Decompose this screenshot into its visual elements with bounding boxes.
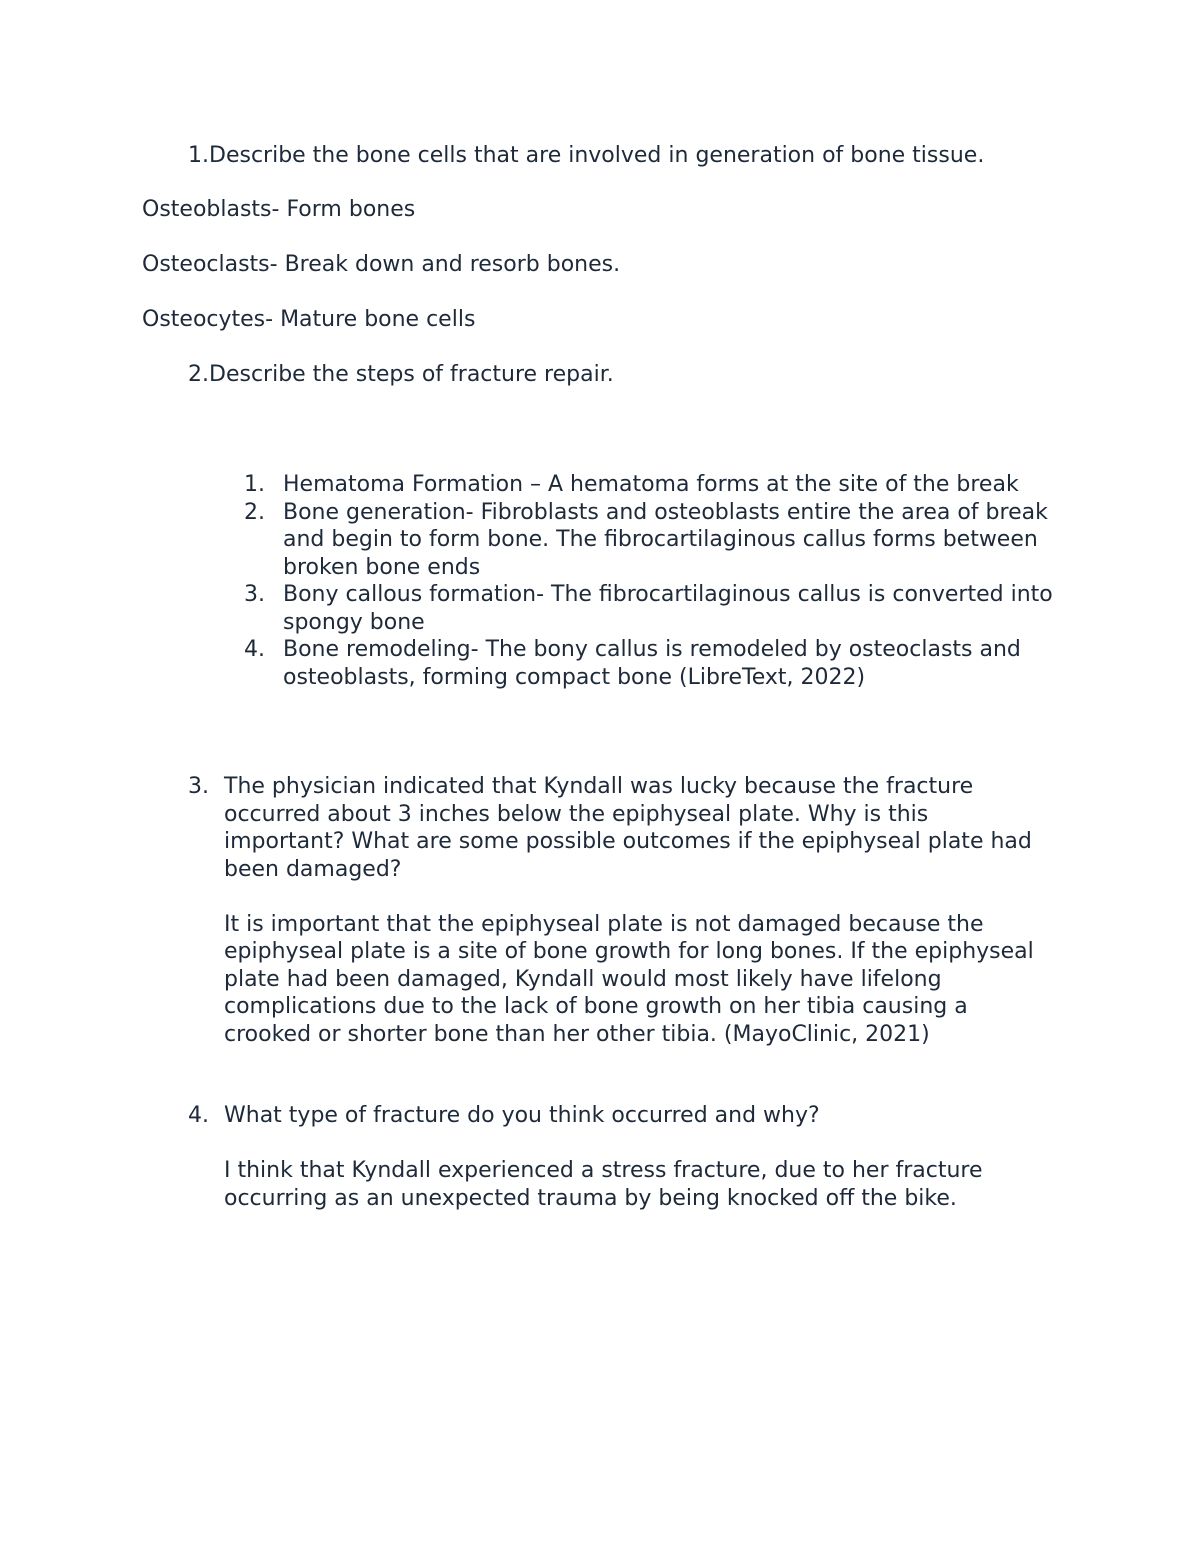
- fracture-repair-steps: [244, 471, 1064, 691]
- question-1: [188, 142, 1088, 170]
- question-4-text: What type of fracture do you think occurred and why?: [224, 1103, 820, 1128]
- question-3-answer: It is important that the epiphyseal plate is not damaged because the epiphyseal plate is a site of bone growth for long bones. If the epiphyseal plate had been damaged, Kyndall would most likely have lifelong complications due to the lack of bone growth on her tibia causing a crooked or shorter bone than her other tibia. (MayoClinic, 2021): [224, 911, 1034, 1047]
- list-item: [244, 499, 1064, 582]
- question-1-number: 1.: [188, 143, 209, 168]
- cell-osteoclasts: Osteoclasts- Break down and resorb bones.: [142, 252, 621, 277]
- cell-osteocytes: Osteocytes- Mature bone cells: [142, 307, 476, 332]
- question-3-number: 3.: [188, 774, 209, 799]
- step-text: Bone generation- Fibroblasts and osteoblasts entire the area of break and begin to form bone. The fibrocartilaginous callus forms between broken bone ends: [283, 499, 1048, 580]
- step-number: 2.: [244, 499, 265, 525]
- question-4: [188, 1102, 1048, 1212]
- question-4-answer: I think that Kyndall experienced a stress fracture, due to her fracture occurring as an unexpected trauma by being knocked off the bike.: [224, 1158, 983, 1211]
- question-1-text: Describe the bone cells that are involved in generation of bone tissue.: [209, 143, 985, 168]
- question-4-number: 4.: [188, 1103, 209, 1128]
- question-2: [188, 361, 1088, 389]
- step-number: 3.: [244, 582, 265, 607]
- step-text: Bony callous formation- The fibrocartilaginous callus is converted into spongy bone: [283, 582, 1053, 635]
- step-text: Bone remodeling- The bony callus is remodeled by osteoclasts and osteoblasts, forming compact bone (LibreText, 2022): [283, 637, 1021, 690]
- step-number: 4.: [244, 637, 265, 662]
- list-item: [244, 636, 1064, 691]
- list-item: [244, 471, 1064, 499]
- question-3: [188, 773, 1048, 1048]
- step-number: 1.: [244, 472, 265, 497]
- cell-osteoblasts: Osteoblasts- Form bones: [142, 197, 416, 222]
- question-2-number: 2.: [188, 362, 209, 387]
- list-item: [244, 581, 1064, 636]
- question-2-text: Describe the steps of fracture repair.: [209, 362, 614, 387]
- step-text: Hematoma Formation – A hematoma forms at the site of the break: [283, 472, 1019, 497]
- question-3-text: The physician indicated that Kyndall was lucky because the fracture occurred about 3 inches below the epiphyseal plate. Why is this important? What are some possible outcomes if the epiphyseal plate had been damaged?: [224, 774, 1032, 882]
